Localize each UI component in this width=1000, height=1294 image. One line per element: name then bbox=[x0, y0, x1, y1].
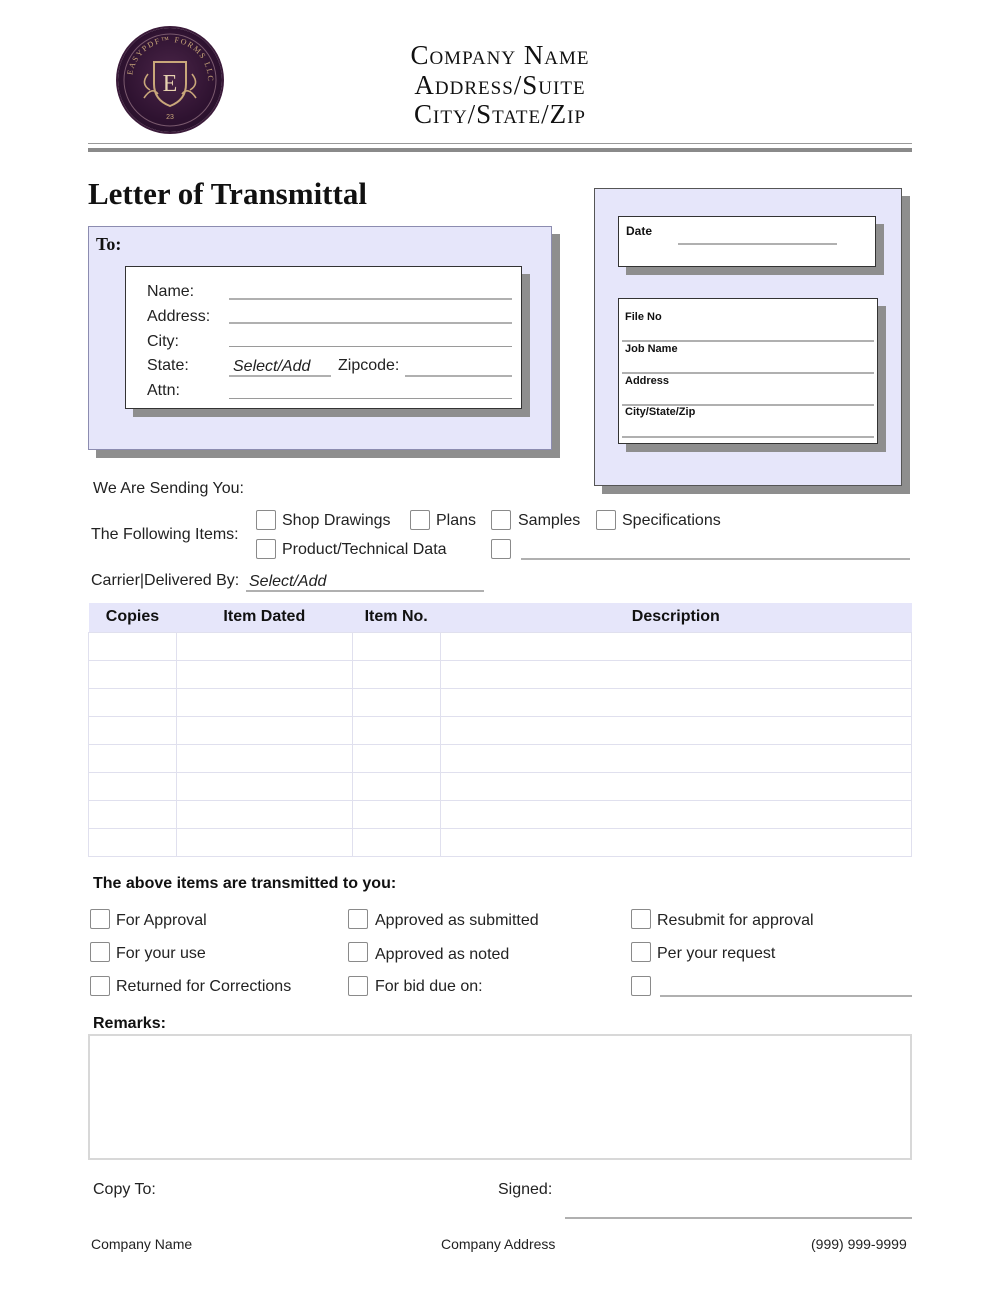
address-field[interactable] bbox=[229, 322, 512, 324]
state-label: State: bbox=[147, 357, 189, 374]
per-your-request-checkbox[interactable] bbox=[631, 942, 651, 962]
for-bid-due-checkbox[interactable] bbox=[348, 976, 368, 996]
name-label: Name: bbox=[147, 283, 195, 300]
table-cell[interactable] bbox=[352, 744, 440, 772]
items-table-header bbox=[89, 603, 912, 632]
returned-for-corrections-checkbox[interactable] bbox=[90, 976, 110, 996]
file-no-field[interactable] bbox=[622, 340, 874, 342]
other-item-field[interactable] bbox=[521, 558, 910, 560]
table-cell[interactable] bbox=[440, 800, 911, 828]
for-your-use-checkbox[interactable] bbox=[90, 942, 110, 962]
table-cell[interactable] bbox=[89, 744, 177, 772]
table-cell[interactable] bbox=[352, 828, 440, 856]
product-technical-data-label: Product/Technical Data bbox=[282, 541, 447, 558]
table-cell[interactable] bbox=[352, 716, 440, 744]
description-header: Description bbox=[440, 603, 911, 632]
table-row bbox=[89, 632, 912, 660]
job-city-state-zip-field[interactable] bbox=[622, 436, 874, 438]
state-underline bbox=[229, 375, 331, 377]
header-address: Address/Suite bbox=[414, 70, 586, 100]
table-cell[interactable] bbox=[352, 632, 440, 660]
table-cell[interactable] bbox=[176, 660, 352, 688]
other-item-checkbox[interactable] bbox=[491, 539, 511, 559]
copies-header: Copies bbox=[89, 603, 177, 632]
header-company-name: Company Name bbox=[410, 40, 590, 70]
carrier-underline bbox=[246, 590, 484, 592]
table-cell[interactable] bbox=[440, 772, 911, 800]
for-your-use-label: For your use bbox=[116, 945, 206, 962]
table-cell[interactable] bbox=[440, 688, 911, 716]
table-row bbox=[89, 660, 912, 688]
samples-checkbox[interactable] bbox=[491, 510, 511, 530]
items-table bbox=[88, 603, 912, 857]
zipcode-field[interactable] bbox=[405, 375, 512, 377]
carrier-select[interactable]: Select/Add bbox=[249, 573, 327, 590]
logo-ring-text: EASYPDF™ FORMS LLC bbox=[125, 34, 216, 83]
footer-company-address: Company Address bbox=[441, 1236, 556, 1252]
plans-checkbox[interactable] bbox=[410, 510, 430, 530]
approved-as-noted-label: Approved as noted bbox=[375, 946, 510, 963]
city-field[interactable] bbox=[229, 346, 512, 347]
header-rule-thick bbox=[88, 148, 912, 152]
table-cell[interactable] bbox=[440, 744, 911, 772]
table-cell[interactable] bbox=[89, 716, 177, 744]
header-rule-thin bbox=[88, 143, 912, 144]
company-logo bbox=[118, 28, 222, 132]
table-cell[interactable] bbox=[440, 660, 911, 688]
table-cell[interactable] bbox=[176, 800, 352, 828]
item-no-header: Item No. bbox=[352, 603, 440, 632]
table-cell[interactable] bbox=[89, 772, 177, 800]
table-row bbox=[89, 744, 912, 772]
shop-drawings-checkbox[interactable] bbox=[256, 510, 276, 530]
signed-label: Signed: bbox=[498, 1181, 553, 1198]
table-cell[interactable] bbox=[176, 828, 352, 856]
table-cell[interactable] bbox=[440, 632, 911, 660]
logo-letter: E bbox=[162, 71, 178, 97]
remarks-label: Remarks: bbox=[93, 1015, 166, 1032]
job-address-label: Address bbox=[625, 375, 670, 387]
date-card bbox=[618, 216, 876, 267]
job-name-field[interactable] bbox=[622, 372, 874, 374]
state-select[interactable]: Select/Add bbox=[233, 358, 311, 375]
logo-emblem-icon bbox=[118, 28, 222, 132]
table-cell[interactable] bbox=[176, 688, 352, 716]
name-field[interactable] bbox=[229, 298, 512, 300]
job-name-label: Job Name bbox=[625, 343, 678, 355]
table-row bbox=[89, 772, 912, 800]
copy-to-label: Copy To: bbox=[93, 1181, 156, 1198]
table-cell[interactable] bbox=[440, 716, 911, 744]
signature-field[interactable] bbox=[565, 1217, 912, 1219]
approved-as-submitted-label: Approved as submitted bbox=[375, 912, 539, 929]
table-row bbox=[89, 716, 912, 744]
for-approval-checkbox[interactable] bbox=[90, 909, 110, 929]
table-cell[interactable] bbox=[89, 828, 177, 856]
footer-company-name: Company Name bbox=[91, 1236, 193, 1252]
carrier-label: Carrier|Delivered By: bbox=[91, 572, 240, 589]
page-title: Letter of Transmittal bbox=[88, 176, 367, 211]
address-label: Address: bbox=[147, 308, 211, 325]
table-cell[interactable] bbox=[352, 800, 440, 828]
to-label: To: bbox=[96, 234, 122, 254]
plans-label: Plans bbox=[436, 512, 477, 529]
job-city-state-zip-label: City/State/Zip bbox=[625, 406, 696, 418]
resubmit-for-approval-checkbox[interactable] bbox=[631, 909, 651, 929]
table-cell[interactable] bbox=[176, 632, 352, 660]
resubmit-for-approval-label: Resubmit for approval bbox=[657, 912, 814, 929]
date-field[interactable] bbox=[678, 243, 837, 245]
samples-label: Samples bbox=[518, 512, 581, 529]
approved-as-noted-checkbox[interactable] bbox=[348, 942, 368, 962]
table-cell[interactable] bbox=[352, 688, 440, 716]
zipcode-label: Zipcode: bbox=[338, 357, 400, 374]
table-cell[interactable] bbox=[89, 660, 177, 688]
table-cell[interactable] bbox=[352, 660, 440, 688]
specifications-checkbox[interactable] bbox=[596, 510, 616, 530]
for-bid-due-label: For bid due on: bbox=[375, 978, 483, 995]
other-status-field[interactable] bbox=[660, 995, 912, 997]
table-cell[interactable] bbox=[89, 688, 177, 716]
table-cell[interactable] bbox=[176, 772, 352, 800]
table-cell[interactable] bbox=[176, 744, 352, 772]
remarks-textarea[interactable] bbox=[88, 1034, 912, 1160]
following-items-label: The Following Items: bbox=[91, 526, 239, 543]
logo-year: 23 bbox=[166, 114, 174, 121]
table-cell[interactable] bbox=[440, 828, 911, 856]
specifications-label: Specifications bbox=[622, 512, 721, 529]
per-your-request-label: Per your request bbox=[657, 945, 776, 962]
table-cell[interactable] bbox=[89, 800, 177, 828]
table-row bbox=[89, 800, 912, 828]
attn-field[interactable] bbox=[229, 398, 512, 399]
item-dated-header: Item Dated bbox=[176, 603, 352, 632]
table-row bbox=[89, 688, 912, 716]
table-row bbox=[89, 828, 912, 856]
date-label: Date bbox=[626, 224, 653, 238]
for-approval-label: For Approval bbox=[116, 912, 207, 929]
file-no-label: File No bbox=[625, 311, 662, 323]
product-technical-data-checkbox[interactable] bbox=[256, 539, 276, 559]
city-label: City: bbox=[147, 333, 179, 350]
header-city-state-zip: City/State/Zip bbox=[414, 99, 586, 129]
approved-as-submitted-checkbox[interactable] bbox=[348, 909, 368, 929]
transmitted-heading: The above items are transmitted to you: bbox=[93, 875, 397, 892]
footer-phone: (999) 999-9999 bbox=[811, 1236, 907, 1252]
table-cell[interactable] bbox=[176, 716, 352, 744]
attn-label: Attn: bbox=[147, 382, 180, 399]
returned-for-corrections-label: Returned for Corrections bbox=[116, 978, 292, 995]
shop-drawings-label: Shop Drawings bbox=[282, 512, 391, 529]
other-status-checkbox[interactable] bbox=[631, 976, 651, 996]
table-cell[interactable] bbox=[352, 772, 440, 800]
table-cell[interactable] bbox=[89, 632, 177, 660]
we-are-sending-label: We Are Sending You: bbox=[93, 480, 244, 497]
